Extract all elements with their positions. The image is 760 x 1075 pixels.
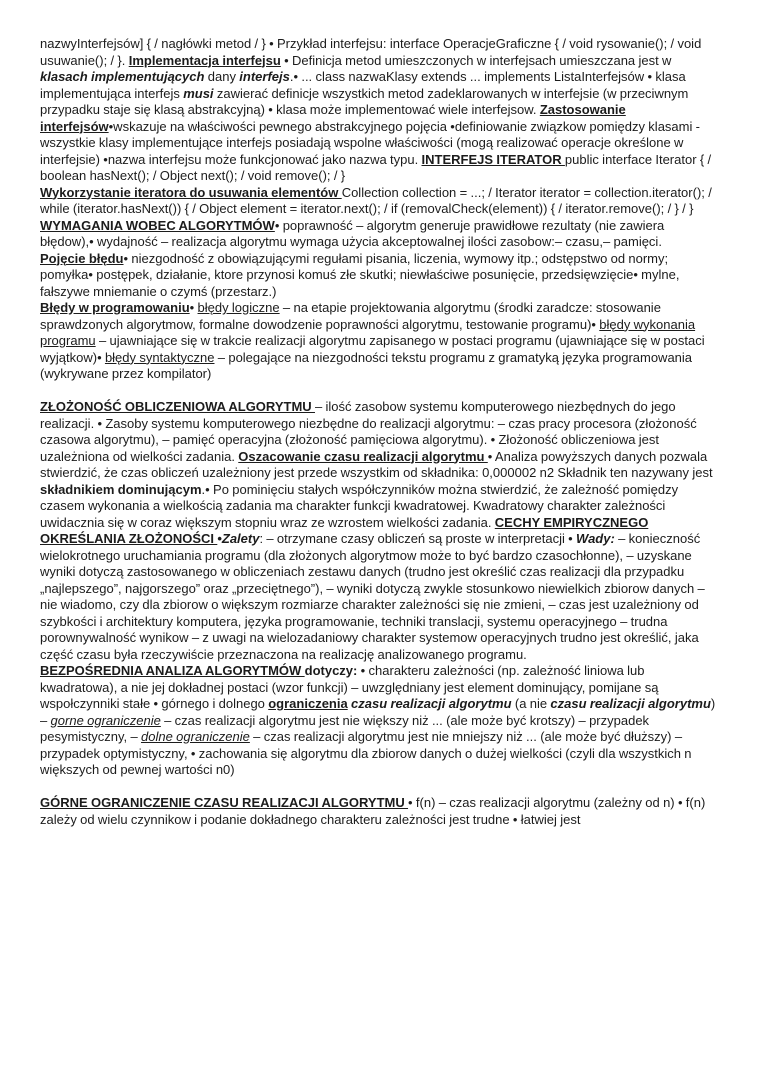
text-run: • charakteru zależności (np. zależność liniowa lub kwadratowa), a nie jej dokładnej postaci (wzor funkcji) – uwzględniany jest element dominujący, pomijane są wspołczynniki stałe • górnego i dolnego [40, 663, 659, 711]
text-run: ) – [40, 696, 716, 728]
text-run: błędy syntaktyczne [104, 349, 215, 365]
text-run: • f(n) – czas realizacji algorytmu (zależny od n) • f(n) zależy od wielu czynnikow i podanie dokładnego charakteru zależności jest trudne • łatwiej jest [40, 795, 706, 827]
text-run: nazwyInterfejsów] { / nagłówki metod / } • Przykład interfejsu: interface OperacjeGraficzne { / void rysowanie(); / void usuwanie(); / }. [40, 36, 702, 68]
text-run: dolne ograniczenie [141, 729, 250, 744]
text-run: Implementacja interfejsu [128, 52, 281, 68]
text-run: Błędy w programowaniu [40, 300, 190, 315]
text-run: GÓRNE OGRANICZENIE CZASU REALIZACJI ALGORYTMU [40, 795, 409, 810]
text-run: • [189, 300, 198, 315]
text-run: : – otrzymane czasy obliczeń są proste w interpretacji • [259, 531, 577, 546]
paragraph [40, 218, 720, 251]
text-run: dotyczy: [304, 663, 358, 678]
text-run: – ujawniające się w trakcie realizacji algorytmu zapisanego w postaci programu (ujawniające się w postaci wyjątkow)• [40, 333, 705, 365]
text-run: • niezgodność z obowiązującymi regułami pisania, liczenia, wymowy itp.; odstępstwo od normy; pomyłka• postępek, działanie, ktore przynosi komuś złe skutki; niewłaściwe posunięcie, przedsięwzięcie• mylne, fałszywe mniemanie o czymś (przestarz.) [40, 250, 680, 299]
text-run: – na etapie projektowania algorytmu (środki zaradcze: stosowanie sprawdzonych algorytmow, formalne dowodzenie poprawności algorytmu, testowanie programu)• [40, 300, 661, 332]
text-run: błędy logiczne [197, 300, 280, 315]
text-run: • [217, 531, 222, 546]
text-run: zawierać definicje wszystkich metod zadeklarowanych w interfejsie (w przeciwnym przypadku staje się klasą abstrakcyjną) • klasa może implementować wiele interfejsow. [40, 85, 689, 117]
text-run: • Definicja metod umieszczonych w interfejsach umieszczana jest w [280, 52, 672, 68]
text-run: (a nie [511, 696, 551, 711]
text-run: Wykorzystanie iteratora do usuwania elementów [40, 184, 342, 200]
text-run: Pojęcie błędu [40, 250, 124, 266]
text-run: musi [183, 85, 214, 101]
text-run: .• ... class nazwaKlasy extends ... implements ListaInterfejsów • klasa implementująca interfejs [40, 69, 686, 101]
text-run: Collection collection = ...; / Iterator iterator = collection.iterator(); / while (iterator.hasNext()) { / Object element = iterator.next(); / if (removalCheck(element)) { / iterator.remove(); / } / } [40, 184, 712, 216]
text-run: interfejs [239, 69, 290, 84]
text-run: składnikiem dominującym [40, 481, 202, 497]
text-run: public interface Iterator { / boolean hasNext(); / Object next(); / void remove(); / } [40, 151, 712, 183]
paragraph [40, 399, 720, 663]
text-run: – czas realizacji algorytmu jest nie mniejszy niż ... (ale może być dłuższy) – przypadek optymistyczny, • zachowania się algorytmu dla zbiorow danych o dużej wielkości (czyli dla wszystkich n większych od pewnej wartości n0) [40, 729, 692, 777]
text-run: ZŁOŻONOŚĆ OBLICZENIOWA ALGORYTMU [40, 399, 315, 414]
text-run: – konieczność wielokrotnego uruchamiania programu (dla złożonych algorytmow może to być bardzo czasochłonne), – uzyskane wyniki dotyczą zastosowanego w obliczeniach zestawu danych (trudno jest określić czas realizacji dla przypadku „najlepszego”, najgorszego” oraz „przeciętnego”), – wyniki dotyczą zwykle stosunkowo niewielkich zbiorow danych – nie wiadomo, czy dla zbiorow o większym rozmiarze charakter zależności się nie zmieni, – czas jest uzależniony od szybkości i architektury komputera, języka programowanie, techniki translacji, systemu operacyjnego – trudna porownywalność wynikow – z uwagi na wielozadaniowy charakter systemow operacyjnych trudno jest określić, jaka część czasu była rzeczywiście przeznaczona na realizację analizowanego programu. [40, 531, 705, 662]
text-run: CECHY EMPIRYCZNEGO OKREŚLANIA ZŁOŻONOŚCI [40, 514, 649, 546]
text-run: – ilość zasobow systemu komputerowego niezbędnych do jego realizacji. • Zasoby systemu komputerowego niezbędne do realizacji algorytmu: – czas pracy procesora (złożoność czasowa algorytmu), – pamięć operacyjna (złożoność pamięciowa algorytmu). • Złożoność obliczeniowa jest uzależniona od wielkości zadania. [40, 399, 697, 464]
paragraph [40, 795, 720, 828]
text-run: Oszacowanie czasu realizacji algorytmu [238, 448, 488, 464]
paragraph [40, 300, 720, 383]
text-run: •wskazuje na właściwości pewnego abstrakcyjnego pojęcia •definiowanie związkow pomiędzy klasami - wszystkie klasy implementujące interfejs posiadają wspolne właściwości (mogą realizować operacje określone w interfejsie) •nazwa interfejsu może funkcjonować jako nazwa typu. [40, 118, 701, 167]
text-run: BEZPOŚREDNIA ANALIZA ALGORYTMÓW [40, 663, 305, 678]
text-run: czasu realizacji algorytmu [550, 696, 711, 711]
text-run: – polegające na niezgodności tekstu programu z gramatyką języka programowania (wykrywane przez kompilator) [40, 349, 693, 381]
text-run: .• Po pominięciu stałych współczynników można stwierdzić, że zależność pomiędzy czasem wykonania a wielkością zadania ma charakter funkcji kwadratowej. Kwadratowy charakter zależności uwidacznia się w coraz większym stopniu wraz ze wzrostem wielkości zadania. [40, 481, 679, 530]
text-run: Zastosowanie interfejsów [40, 102, 626, 134]
paragraph [40, 185, 720, 218]
text-run: Wady: [576, 531, 615, 546]
text-run: dany [204, 69, 240, 84]
text-run: gorne ograniczenie [50, 712, 161, 728]
text-run: błędy wykonania programu [40, 316, 696, 348]
paragraph [40, 663, 720, 779]
text-run: ograniczenia [268, 696, 348, 711]
text-run: Zalety [221, 531, 260, 546]
text-run: czasu realizacji algorytmu [351, 696, 512, 711]
text-run: • poprawność – algorytm generuje prawidłowe rezultaty (nie zawiera błędow),• wydajność – realizacja algorytmu wymaga użycia akceptowalnej ilości zasobow:– czasu,– pamięci. [40, 217, 665, 249]
paragraph [40, 36, 720, 185]
text-run: • Analiza powyższych danych pozwala stwierdzić, że czas obliczeń uzależniony jest przede wszystkim od składnika: 0,000002 n2 Składnik ten nazywany jest [40, 448, 713, 480]
paragraph [40, 251, 720, 301]
text-run: INTERFEJS ITERATOR [421, 151, 565, 167]
text-run: – czas realizacji algorytmu jest nie większy niż ... (ale może być krotszy) – przypadek pesymistyczny, – [40, 712, 650, 744]
document-body [40, 36, 720, 828]
text-run: WYMAGANIA WOBEC ALGORYTMÓW [40, 217, 275, 233]
text-run: klasach implementujących [40, 69, 205, 84]
